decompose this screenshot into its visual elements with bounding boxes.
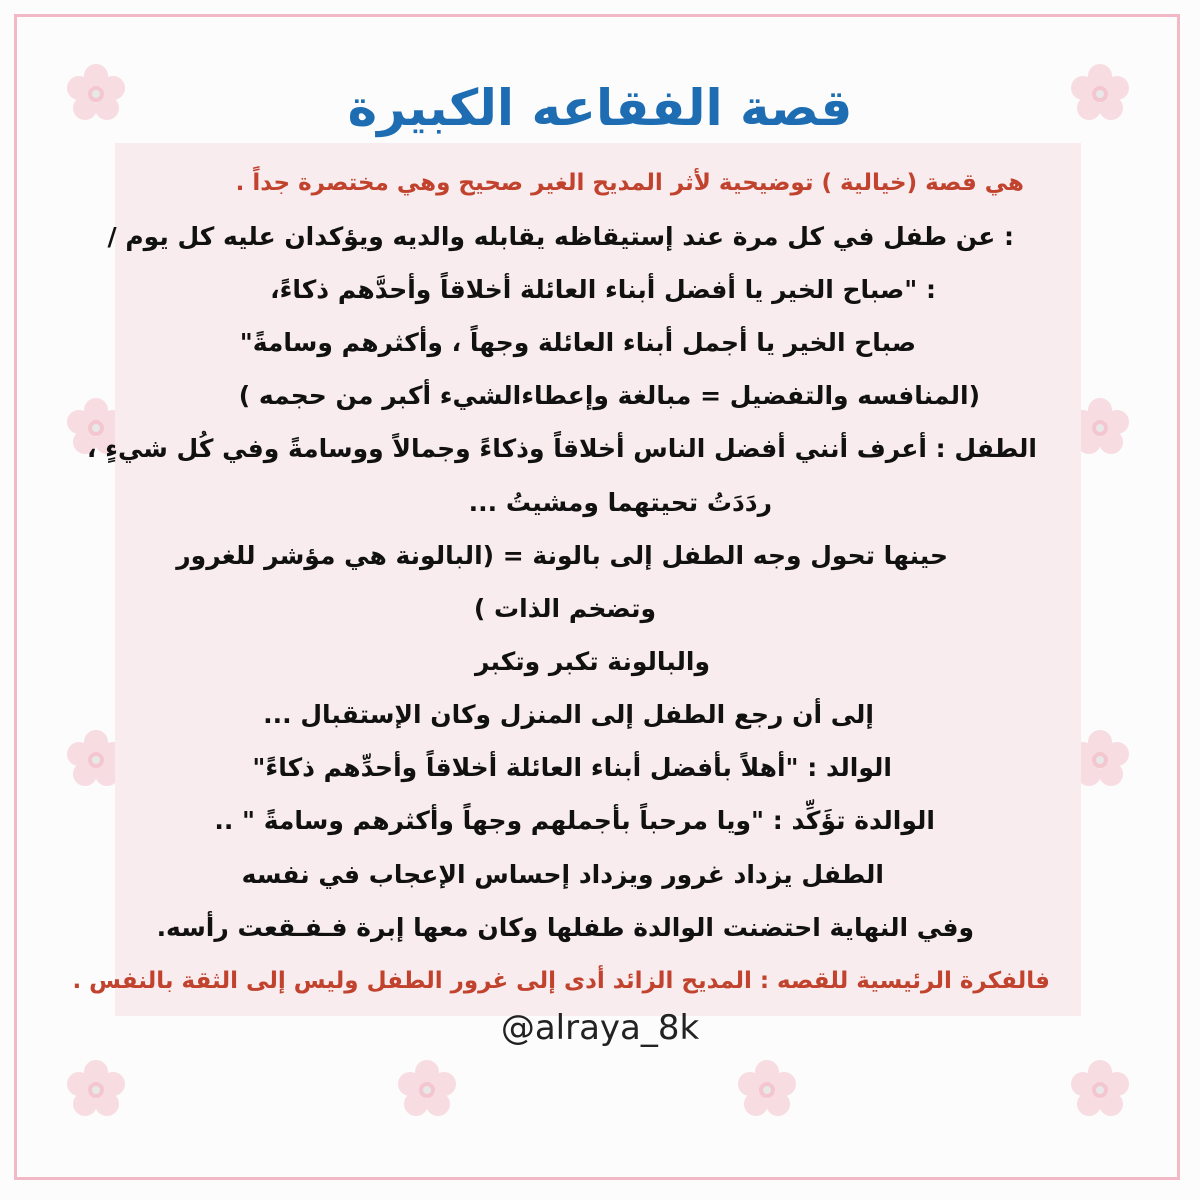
flower-icon xyxy=(735,1058,799,1122)
story-line: : "صباح الخير يا أفضل أبناء العائلة أخلاقاً وأحدَّهم ذكاءً، xyxy=(270,275,936,304)
story-line: وفي النهاية احتضنت الوالدة طفلها وكان معها إبرة فـفـقعت رأسه. xyxy=(156,913,974,942)
story-line: الوالد : "أهلاً بأفضل أبناء العائلة أخلاقاً وأحدِّهم ذكاءً" xyxy=(252,753,892,782)
story-line: إلى أن رجع الطفل إلى المنزل وكان الإستقبال ... xyxy=(263,700,874,729)
story-line: وتضخم الذات ) xyxy=(473,594,656,623)
story-line: والبالونة تكبر وتكبر xyxy=(474,647,710,676)
story-intro: هي قصة (خيالية ) توضيحية لأثر المديح الغير صحيح وهي مختصرة جداً . xyxy=(235,170,1024,196)
story-line: الوالدة تؤَكِّد : "ويا مرحباً بأجملهم وجهاً وأكثرهم وسامةً " .. xyxy=(214,806,935,835)
story-line: الطفل يزداد غرور ويزداد إحساس الإعجاب في نفسه xyxy=(241,860,884,889)
story-line: : عن طفل في كل مرة عند إستيقاظه يقابله والديه ويؤكدان عليه كل يوم / xyxy=(107,222,1014,251)
story-line: صباح الخير يا أجمل أبناء العائلة وجهاً ، وأكثرهم وسامةً" xyxy=(239,328,916,357)
flower-icon xyxy=(1068,1058,1132,1122)
author-handle: @alraya_8k xyxy=(500,1008,700,1048)
flower-icon xyxy=(64,1058,128,1122)
story-line: حينها تحول وجه الطفل إلى بالونة = (البالونة هي مؤشر للغرور xyxy=(176,541,948,570)
story-line: ردَدَتُ تحيتهما ومشيتُ ... xyxy=(468,488,772,517)
story-moral: فالفكرة الرئيسية للقصه : المديح الزائد أدى إلى غرور الطفل وليس إلى الثقة بالنفس . xyxy=(72,968,1050,994)
flower-icon xyxy=(395,1058,459,1122)
story-line: الطفل : أعرف أنني أفضل الناس أخلاقاً وذكاءً وجمالاً ووسامةً وفي كُل شيءٍ ، xyxy=(86,434,1037,463)
story-line: (المنافسه والتفضيل = مبالغة وإعطاءالشيء أكبر من حجمه ) xyxy=(238,381,980,410)
story-title: قصة الفقاعه الكبيرة xyxy=(347,79,853,137)
